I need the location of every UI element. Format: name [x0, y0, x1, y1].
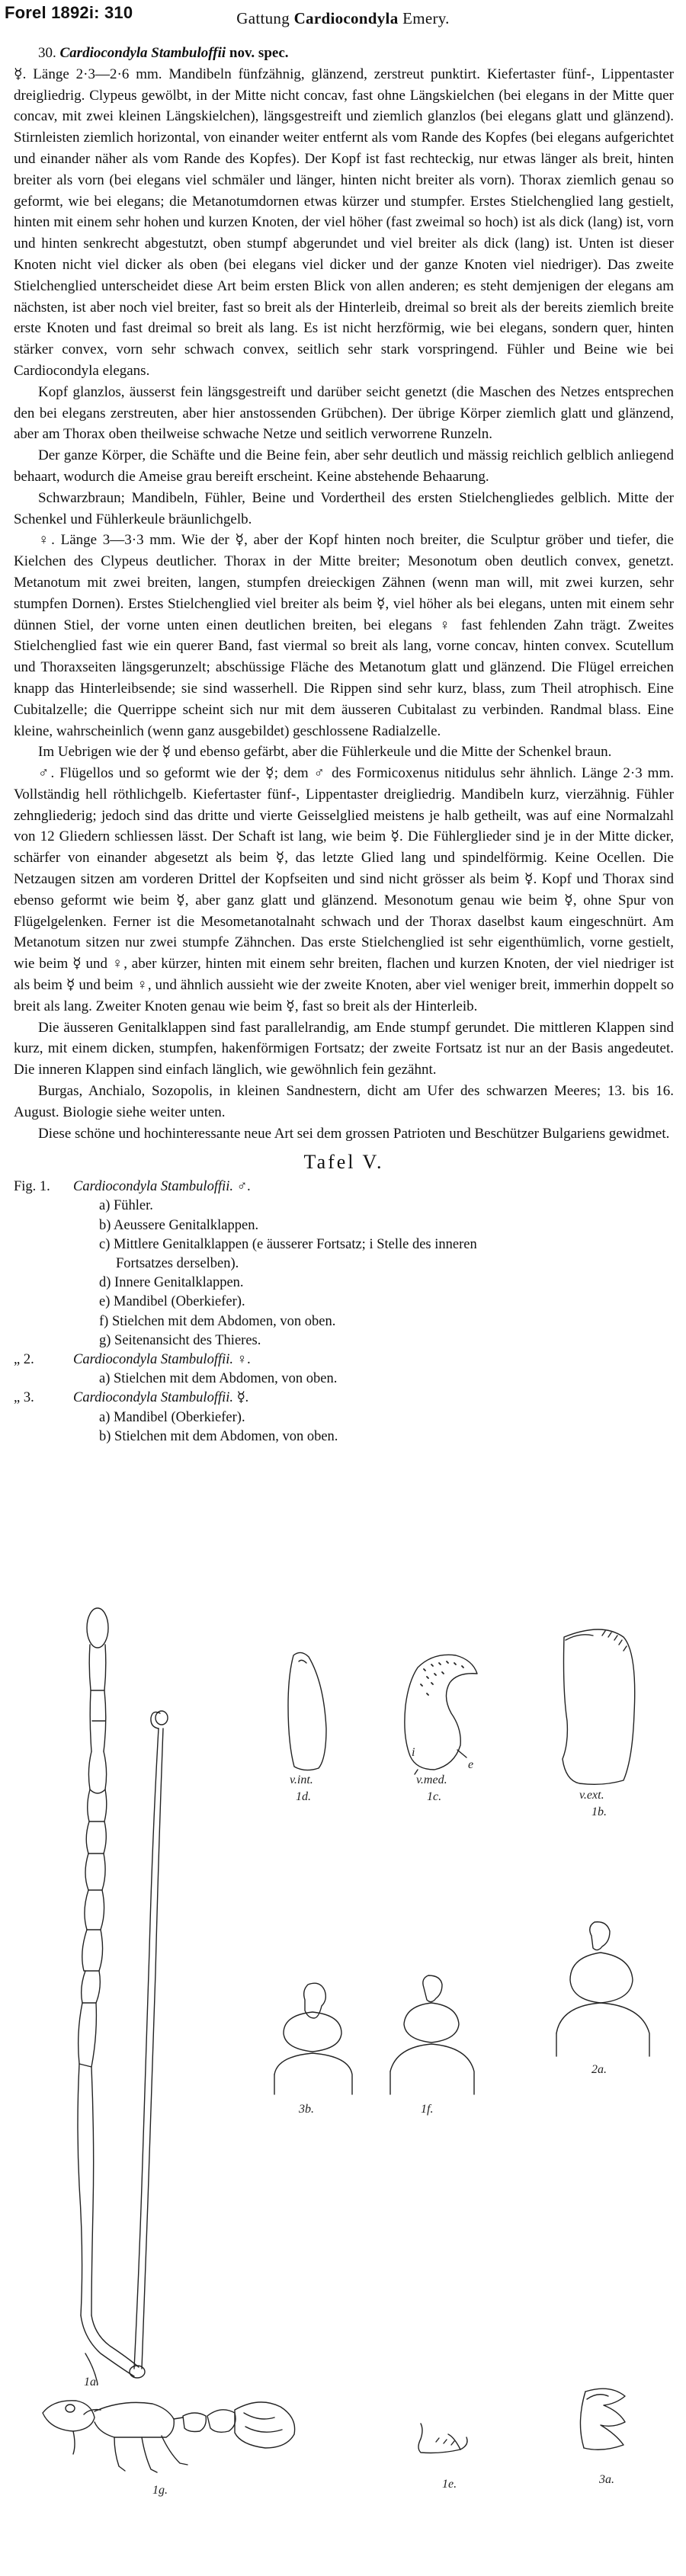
paragraph-locality: Burgas, Anchialo, Sozopolis, in kleinen Sandnestern, dicht am Ufer des schwarzen Meeres; 13. bis 16. August. Biologie siehe weiter unten.	[14, 1083, 674, 1120]
figure-item: b) Aeussere Genitalklappen.	[99, 1217, 259, 1233]
figure-legend	[14, 1177, 674, 1447]
article-body	[14, 43, 674, 1447]
paragraph-male: ♂. Flügellos und so geformt wie der ☿; dem ♂ des Formicoxenus nitidulus sehr ähnlich. Länge 2·3 mm. Vollständig hell röthlichgelb. Kiefertaster fünf-, Lippentaster dreigliedrig. Mandibeln kurz, vierzähnig. Fühler zehngliederig; jedoch sind das dritte und vierte Geisselglied meistens je halb getheilt, was auf eine Normalzahl von 12 Gliedern schliessen lässt. Der Schaft ist lang, wie beim ☿. Die Fühlerglieder sind je in der Mitte dicker, schärfer von einander abgesetzt als beim ☿, das letzte Glied lang und spindelförmig. Keine Ocellen. Die Netzaugen sitzen am vorderen Drittel der Kopfseiten und sind nicht grösser als beim ☿. Kopf und Thorax sind ebenso geformt wie beim ☿, aber ganz glatt und glänzend. Mesonotum genau wie beim ☿, ohne Spur von Flügelgelenken. Ferner ist die Mesometanotalnaht schwach und der Thorax daselbst kaum eingeschnürt. Am Metanotum sitzen nur zwei stumpfe Zähnchen. Das erste Stielchenglied ist sehr eigenthümlich, vorne gestielt, wie beim ☿ und ♀, aber kürzer, hinten mit einem sehr breiten, flachen und kurzen Knoten, der viel niedriger ist als beim ☿ und beim ♀, und ähnlich aussieht wie der zweite Knoten, aber viel weniger breit, immerhin doppelt so breit als lang. Zweiter Knoten genau wie beim ☿, fast so breit als der Hinterleib.	[14, 765, 674, 1014]
species-suffix: nov. spec.	[229, 45, 289, 61]
figure-1f-petiole-male	[390, 1975, 474, 2094]
figure-2a-petiole-female	[556, 1922, 649, 2056]
figure-item: g) Seitenansicht des Thieres.	[99, 1332, 261, 1348]
paragraph-genitalia: Die äusseren Genitalklappen sind fast parallelrandig, am Ende stumpf gerundet. Die mittleren Klappen sind kurz, mit einem dicken, stumpfen, hakenförmigen Fortsatz; der zweite Fortsatz ist nur an der Basis angedeutet. Die inneren Klappen sind einfach länglich, wie gewöhnlich fein gezähnt.	[14, 1019, 674, 1078]
figure-item: f) Stielchen mit dem Abdomen, von oben.	[99, 1313, 336, 1329]
figure-plate	[0, 1607, 686, 2576]
figure-title: Cardiocondyla Stambuloffii. ☿.	[73, 1390, 249, 1406]
figure-title: Cardiocondyla Stambuloffii. ♀.	[73, 1352, 252, 1368]
figure-1g-lateral-view	[43, 2401, 295, 2472]
caption-3a: 3a.	[599, 2473, 614, 2486]
figure-3b-petiole-worker	[274, 1983, 352, 2094]
caption-3b: 3b.	[299, 2103, 314, 2116]
figure-title: Cardiocondyla Stambuloffii. ♂.	[73, 1179, 252, 1195]
figure-item: c) Mittlere Genitalklappen (e äusserer Fortsatz; i Stelle des inneren	[99, 1236, 477, 1252]
paragraph-sculpture: Kopf glanzlos, äusserst fein längsgestreift und darüber seicht genetzt (die Maschen des Netzes entsprechen den bei elegans zerstreuten, aber hier anstossenden Grübchen). Der übrige Körper ziemlich glatt und glänzend, aber am Thorax oben theilweise schwache Netze und seitlich verworrene Runzeln.	[14, 383, 674, 443]
figure-1d-inner-valve	[288, 1652, 326, 1770]
figure-3a-mandible-worker	[580, 2389, 625, 2449]
paragraph-dedication: Diese schöne und hochinteressante neue Art sei dem grossen Patrioten und Beschützer Bulgariens gewidmet.	[38, 1125, 670, 1142]
label-e: e	[468, 1758, 474, 1771]
caption-1d: 1d.	[296, 1790, 311, 1803]
caption-1c: 1c.	[427, 1790, 442, 1803]
figure-entry	[14, 1177, 674, 1197]
figure-item: Fortsatzes derselben).	[116, 1256, 239, 1272]
figure-item: b) Stielchen mit dem Abdomen, von oben.	[99, 1428, 338, 1444]
caption-1a: 1a.	[84, 2376, 99, 2389]
species-name: Cardiocondyla Stambuloffii	[59, 45, 226, 61]
plate-drawing	[0, 1607, 686, 2576]
figure-1e-mandible-male	[418, 2424, 467, 2453]
paragraph-pilosity: Der ganze Körper, die Schäfte und die Beine fein, aber sehr deutlich und mässig reichlich gelblich anliegend behaart, wodurch die Ameise grau bereift erscheint. Keine abstehende Behaarung.	[14, 447, 674, 485]
figure-label: „ 3.	[14, 1390, 34, 1406]
figure-item: a) Mandibel (Oberkiefer).	[99, 1409, 245, 1425]
figure-item: a) Fühler.	[99, 1198, 153, 1214]
caption-2a: 2a.	[591, 2063, 607, 2076]
paragraph-worker: ☿. Länge 2·3—2·6 mm. Mandibeln fünfzähnig, glänzend, zerstreut punktirt. Kiefertaster fünf-, Lippentaster dreigliedrig. Clypeus gewölbt, in der Mitte nicht concav, fast ohne Längskielchen (bei elegans in der Mitte quer concav, mit zwei kleinen Längskielchen), längsgestreift und ziemlich glanzlos (bei elegans glatt und glänzend). Stirnleisten ziemlich horizontal, von einander weiter entfernt als vom Rande des Kopfes (bei elegans aufgerichtet und einander näher als vom Rande des Kopfes). Der Kopf ist fast rechteckig, nur etwas länger als breit, hinten breiter als vorn (bei elegans viel schmäler und länger, hinten nicht breiter als vorn). Thorax ziemlich genau so geformt, wie bei elegans; die Metanotumdornen etwas kürzer und stumpfer. Erstes Stielchenglied lang gestielt, hinten mit einem sehr hohen und kurzen Knoten, der viel höher (fast zweimal so hoch) ist als dick (lang) ist, vorn und hinten senkrecht abgestutzt, oben stumpf abgerundet und viel breiter als dick (lang) ist. Unten ist dieser Knoten nicht viel dicker als oben (bei elegans viel dicker und der ganze Knoten viel niedriger). Das zweite Stielchenglied unterscheidet diese Art beim ersten Blick von allen anderen; es steht demjenigen der elegans am nächsten, ist aber noch viel breiter, fast so breit als der Hinterleib, dreimal so breit als der bereits ziemlich breite erste Knoten und fast dreimal so breit als lang. Es ist nicht herzförmig, wie bei elegans, sondern quer, hinten stärker convex, vorn sehr schwach convex, seitlich sehr stark vorspringend. Fühler und Beine wie bei Cardiocondyla elegans.	[14, 66, 674, 379]
running-head	[0, 9, 686, 28]
figure-entry	[14, 1389, 674, 1408]
figure-1c-middle-valve	[405, 1655, 477, 1774]
label-vext: v.ext.	[579, 1789, 604, 1802]
figure-item: e) Mandibel (Oberkiefer).	[99, 1294, 245, 1310]
species-heading	[14, 43, 674, 64]
figure-item: d) Innere Genitalklappen.	[99, 1275, 244, 1291]
running-head-genus: Cardiocondyla	[293, 9, 399, 27]
caption-1e: 1e.	[442, 2478, 457, 2491]
reference-label: Forel 1892i: 310	[5, 3, 133, 22]
species-number: 30.	[38, 45, 56, 61]
running-head-author: Emery.	[402, 9, 450, 27]
paragraph-colour: Schwarzbraun; Mandibeln, Fühler, Beine und Vordertheil des ersten Stielchengliedes gelblich. Mitte der Schenkel und Fühlerkeule bräunlichgelb.	[14, 489, 674, 527]
label-vint: v.int.	[290, 1773, 313, 1786]
figure-item: a) Stielchen mit dem Abdomen, von oben.	[99, 1371, 338, 1387]
running-head-prefix: Gattung	[236, 9, 290, 27]
plate-title: Tafel V.	[303, 1151, 384, 1174]
caption-1g: 1g.	[152, 2484, 168, 2497]
figure-label: Fig. 1.	[14, 1179, 50, 1195]
paragraph-female-colour: Im Uebrigen wie der ☿ und ebenso gefärbt, aber die Fühlerkeule und die Mitte der Schenkel braun.	[38, 744, 612, 761]
figure-label: „ 2.	[14, 1352, 34, 1368]
figure-1a-antenna	[78, 1608, 168, 2384]
figure-1b-outer-valve	[563, 1629, 635, 1784]
label-i: i	[412, 1746, 415, 1759]
label-vmed: v.med.	[416, 1773, 447, 1786]
caption-1f: 1f.	[421, 2103, 434, 2116]
caption-1b: 1b.	[591, 1805, 607, 1818]
paragraph-female: ♀. Länge 3—3·3 mm. Wie der ☿, aber der Kopf hinten noch breiter, die Sculptur gröber und tiefer, die Kielchen des Clypeus deutlicher. Thorax in der Mitte breiter; Mesonotum oben deutlich convex, genetzt. Metanotum mit zwei breiten, langen, stumpfen dreieckigen Zähnen (wenn man will, mit zwei kurzen, sehr stumpfen Dornen). Erstes Stielchenglied viel breiter als beim ☿, viel höher als bei elegans, unten mit einem sehr dünnen Stiel, der vorne unten einen deutlichen breiten, bei elegans ♀ fast fehlenden Zahn trägt. Zweites Stielchenglied fast wie ein querer Band, fast viermal so breit als lang, vorne concav, hinten convex. Scutellum und Thoraxseiten längsgerunzelt; abschüssige Fläche des Metanotum glatt und glänzend. Die Flügel erreichen knapp das Hinterleibsende; sie sind wasserhell. Die Rippen sind sehr kurz, blass, zum Theil atrophisch. Eine Cubitalzelle; die Querrippe scheint sich nur mit dem äusseren Cubitalast zu verbinden. Randmal blass. Eine kleine, wahrscheinlich (wenn ganz ausgebildet) geschlossene Radialzelle.	[14, 532, 674, 739]
figure-entry	[14, 1350, 674, 1370]
